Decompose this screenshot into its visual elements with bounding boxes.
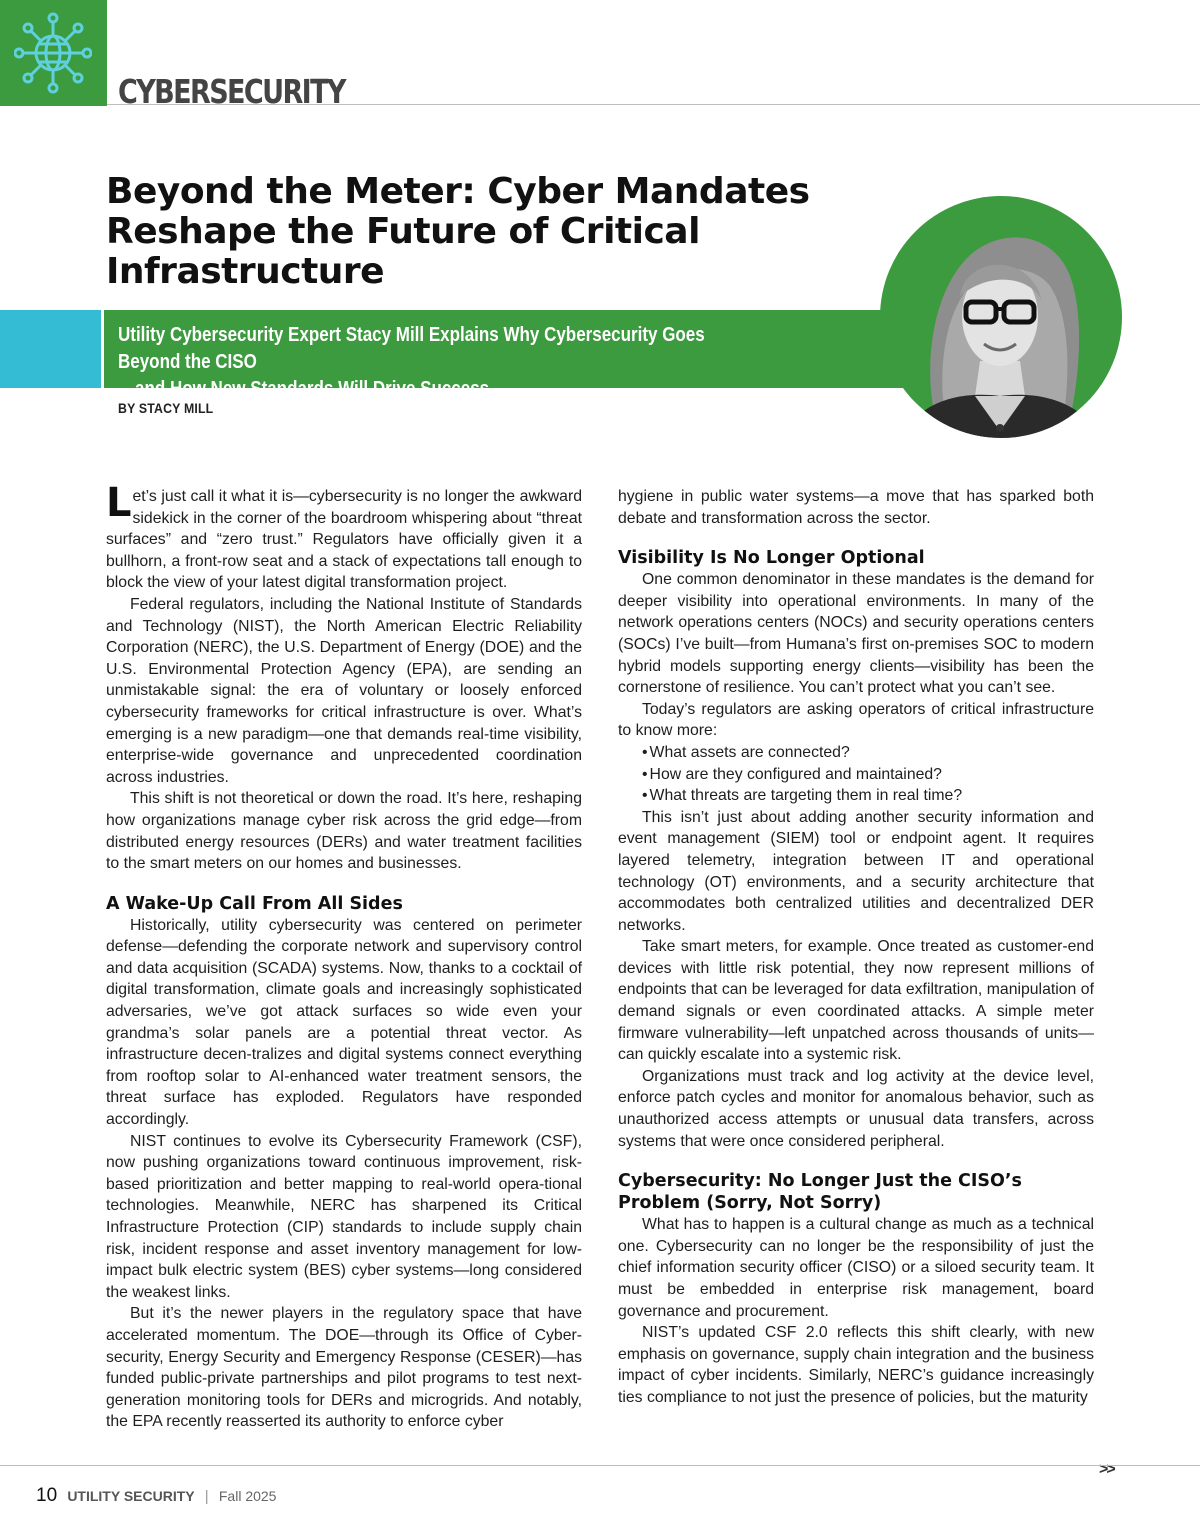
footer-divider	[0, 1465, 1200, 1466]
drop-cap: L	[106, 480, 132, 526]
paragraph-text: et’s just call it what it is—cybersecurity is no longer the awkward sidekick in the corner of the boardroom whispering about “threat surfaces” and “zero trust.” Regulators have officially given it a bullhorn, a front-row seat and a stack of expectations tall enough to block the view of your latest digital transformation project.	[106, 488, 582, 592]
paragraph	[106, 480, 582, 594]
paragraph: But it’s the newer players in the regulatory space that have accelerated momentum. The DOE—through its Office of Cyber-security, Energy Security and Emergency Response (CESER)—has funded public-private partnerships and pilot programs to test next-generation monitoring tools for DERs and microgrids. And notably, the EPA recently reasserted its authority to enforce cyber	[106, 1305, 582, 1431]
continue-arrow-icon: >>	[1099, 1461, 1114, 1478]
paragraph: Historically, utility cybersecurity was centered on perimeter defense—defending the corporate network and supervisory control and data acquisition (SCADA) systems. Now, thanks to a cocktail of digital transformation, climate goals and increasingly sophisticated adversaries, we’ve got attack surfaces so wide even your grandma’s solar panels are a potential threat vector. As infrastructure decen-tralizes and digital systems connect everything from rooftop solar to AI-enhanced water treatment sensors, the threat surface has exploded. Regulators have responded accordingly.	[106, 916, 582, 1129]
magazine-name: UTILITY SECURITY	[67, 1488, 195, 1504]
list-item: • What assets are connected?	[642, 742, 1094, 764]
left-column	[106, 480, 582, 1433]
section-heading: Visibility Is No Longer Optional	[618, 548, 925, 569]
header-divider	[107, 104, 1200, 105]
byline: BY STACY MILL	[118, 400, 214, 416]
article-headline: Beyond the Meter: Cyber Mandates Reshape the Future of Critical Infrastructure	[106, 171, 810, 292]
question-list	[618, 742, 1094, 807]
footer	[36, 1485, 276, 1507]
section-label: CYBERSECURITY	[118, 72, 345, 111]
accent-block	[0, 310, 101, 388]
page-number: 10	[36, 1485, 58, 1506]
list-item: • How are they configured and maintained?	[642, 764, 1094, 786]
right-column	[618, 486, 1094, 1409]
section-heading: A Wake-Up Call From All Sides	[106, 893, 403, 914]
paragraph: Organizations must track and log activity at the device level, enforce patch cycles and monitor for anomalous behavior, such as unauthorized access attempts or unusual data transfers, across systems that were once considered peripheral.	[618, 1067, 1094, 1150]
paragraph: NIST’s updated CSF 2.0 reflects this shift clearly, with new emphasis on governance, supply chain integration and the business impact of cyber incidents. Similarly, NERC’s guidance increasingly ties compliance to not just the presence of policies, but the maturity	[618, 1324, 1094, 1406]
section-icon-box	[0, 0, 107, 106]
paragraph: hygiene in public water systems—a move that has sparked both debate and transformation across the sector.	[618, 488, 1094, 527]
paragraph: Federal regulators, including the National Institute of Standards and Technology (NIST), the North American Electric Reliability Corporation (NERC), the U.S. Department of Energy (DOE) and the U.S. Environmental Protection Agency (EPA), are sending an unmistakable signal: the era of voluntary or loosely enforced cybersecurity frameworks for critical infrastructure is over. What’s emerging is a new paradigm—one that demands real-time visibility, enterprise-wide governance and unprecedented coordination across industries.	[106, 595, 582, 786]
author-portrait	[880, 196, 1122, 438]
section-heading: Cybersecurity: No Longer Just the CISO’s Problem (Sorry, Not Sorry)	[618, 1171, 1022, 1214]
paragraph: Today’s regulators are asking operators of critical infrastructure to know more:	[618, 700, 1094, 740]
globe-network-icon	[14, 10, 92, 96]
footer-separator: |	[204, 1488, 209, 1505]
issue-date: Fall 2025	[218, 1488, 277, 1504]
paragraph: NIST continues to evolve its Cybersecurity Framework (CSF), now pushing organizations toward continuous improvement, risk-based prioritization and better mapping to real-world opera-tional technologies. Meanwhile, NERC has sharpened its Critical Infrastructure Protection (CIP) standards to include supply chain risk, incident response and asset inventory management for low-impact bulk electric system (BES) cyber systems—long considered the weakest links.	[106, 1132, 582, 1301]
paragraph: This isn’t just about adding another security information and event management (SIEM) tool or endpoint agent. It requires layered telemetry, integration between IT and operational technology (OT) environments, and a security architecture that accommodates both centralized utilities and decentralized DER networks.	[618, 808, 1094, 934]
list-item: • What threats are targeting them in real time?	[642, 785, 1094, 807]
paragraph: One common denominator in these mandates is the demand for deeper visibility into operational environments. In many of the network operations centers (NOCs) and security operations centers (SOCs) I’ve built—from Humana’s first on-premises SOC to modern hybrid models supporting energy clients—visibility has been the cornerstone of resilience. You can’t protect what you can’t see.	[618, 571, 1094, 697]
paragraph: Take smart meters, for example. Once treated as customer-end devices with little risk potential, they now represent millions of endpoints that can be leveraged for data exfiltration, manipulation of demand signals or even coordinated attacks. A simple meter firmware vulnerability—left unpatched across thousands of units—can quickly escalate into a systemic risk.	[618, 938, 1094, 1064]
paragraph: This shift is not theoretical or down the road. It’s here, reshaping how organizations manage cyber risk across the grid edge—from distributed energy resources (DERs) and water treatment facilities to the smart meters on our homes and businesses.	[106, 790, 582, 873]
article-subhead: Utility Cybersecurity Expert Stacy Mill Explains Why Cybersecurity Goes Beyond the CISO —and How New Standards Will Drive Success	[118, 324, 705, 400]
paragraph: What has to happen is a cultural change as much as a technical one. Cybersecurity can no longer be the responsibility of just the chief information security officer (CISO) or a siloed security team. It must be embedded in enterprise risk management, board governance and procurement.	[618, 1216, 1094, 1320]
